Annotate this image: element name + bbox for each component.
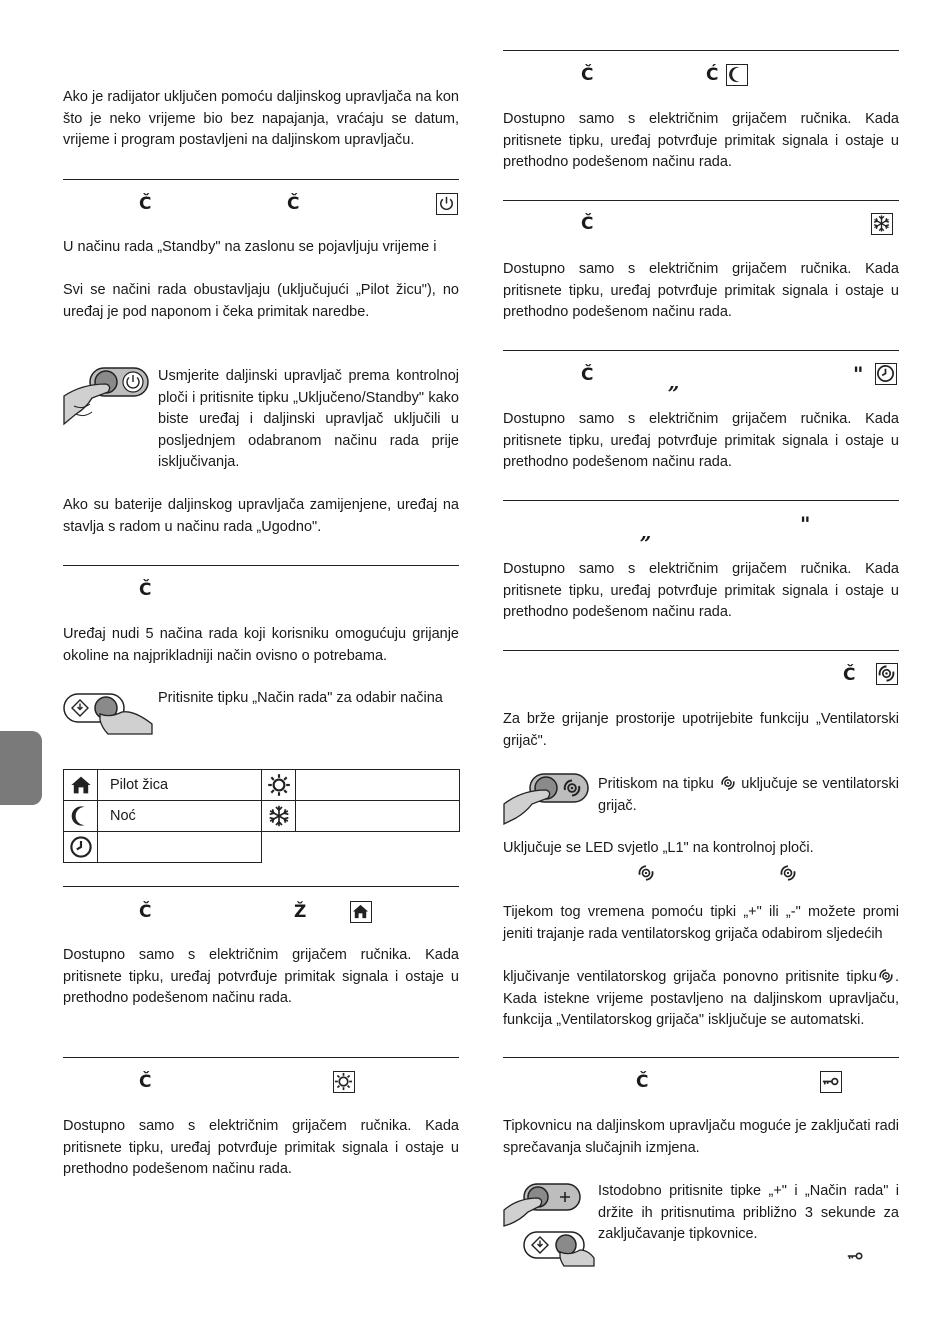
divider xyxy=(63,565,459,566)
power-icon xyxy=(436,193,458,215)
key-icon xyxy=(845,1247,865,1265)
mode-table-cell xyxy=(63,769,262,801)
mode-table-cell xyxy=(63,800,262,832)
divider xyxy=(63,1057,459,1058)
modes-heading-char: Č xyxy=(139,580,152,600)
sun-icon xyxy=(333,1071,355,1093)
hands-pressing-plus-and-mode-illustration xyxy=(502,1180,596,1268)
divider xyxy=(63,179,459,180)
hand-pressing-fan-button-illustration xyxy=(502,770,594,826)
fan-paragraph-2: Tijekom tog vremena pomoću tipki „+" ili „-" možete promi jeniti trajanje rada ventilatorskog grijača odabirom sljedećih xyxy=(503,904,899,942)
pilot-paragraph: Dostupno samo s električnim grijačem ručnika. Kada pritisnete tipku, uređaj potvrđuje primitak signala i ostaje u prethodno podešenom načinu rada. xyxy=(63,947,459,1006)
divider xyxy=(503,650,899,651)
comfort-paragraph: Dostupno samo s električnim grijačem ručnika. Kada pritisnete tipku, uređaj potvrđuje primitak signala i ostaje u prethodno podešenom načinu rada. xyxy=(63,1118,459,1177)
fan-icon xyxy=(877,968,895,984)
fan-paragraph-3: ključivanje ventilatorskog grijača ponovno pritisnite tipku . Kada istekne vrijeme postavljeno na daljinskom upravljaču, funkcija „Ventilatorskog grijača" isključuje se automatski. xyxy=(503,969,899,1028)
mode-label: Pilot žica xyxy=(110,777,169,793)
night-heading-char-b: Ć xyxy=(706,65,719,85)
standby-heading-char-b: Č xyxy=(287,194,300,214)
modes-paragraph: Uređaj nudi 5 načina rada koji korisniku omogućuju grijanje okoline na najprikladniji način ovisno o potrebama. xyxy=(63,626,459,664)
fan-icon xyxy=(719,775,737,791)
mode-table-cell xyxy=(261,800,460,832)
house-icon xyxy=(64,770,98,800)
mode-table-cell xyxy=(261,769,460,801)
fan-instruction-part-b: uključuje se ventilatorski grijač. xyxy=(598,776,899,814)
moon-icon xyxy=(726,64,748,86)
divider xyxy=(503,1057,899,1058)
fan-instruction xyxy=(598,774,899,817)
fan-icon xyxy=(876,663,898,685)
section4-paragraph: Dostupno samo s električnim grijačem ručnika. Kada pritisnete tipku, uređaj potvrđuje primitak signala i ostaje u prethodno podešenom načinu rada. xyxy=(503,561,899,620)
lock-instruction: Istodobno pritisnite tipke „+" i „Način rada" i držite ih pritisnutima približno 3 sekunde za zaključavanje tipkovnice. xyxy=(598,1183,899,1242)
hand-pressing-power-button-illustration xyxy=(62,362,154,432)
divider xyxy=(503,500,899,501)
section4-quote-open: „ xyxy=(640,520,652,544)
clock-icon xyxy=(64,832,98,862)
snowflake-icon xyxy=(262,801,296,831)
snowflake-icon xyxy=(871,213,893,235)
standby-paragraph-1: U načinu rada „Standby" na zaslonu se pojavljuju vrijeme i xyxy=(63,239,437,255)
standby-instruction: Usmjerite daljinski upravljač prema kontrolnoj ploči i pritisnite tipku „Uključeno/Standby" kako biste uređaj i daljinski upravljač uključili u posljednjem odabranom načinu rada prije isključivanja. xyxy=(158,368,459,470)
lock-heading-char: Č xyxy=(636,1072,649,1092)
key-icon xyxy=(820,1071,842,1093)
lock-paragraph: Tipkovnicu na daljinskom upravljaču moguće je zaključati radi sprečavanja slučajnih izmjena. xyxy=(503,1118,899,1156)
standby-heading-char-a: Č xyxy=(139,194,152,214)
chapter-tab xyxy=(0,731,42,805)
fan-icon xyxy=(779,864,797,882)
fan-paragraph-3-part-a: ključivanje ventilatorskog grijača ponovno pritisnite tipku xyxy=(503,969,877,985)
fan-heading-char: Č xyxy=(843,665,856,685)
fan-instruction-part-a: Pritiskom na tipku xyxy=(598,776,714,792)
intro-paragraph: Ako je radijator uključen pomoću daljinskog upravljača na kon što je neko vrijeme bio bez napajanja, vraćaju se datum, vrijeme i program postavljeni na daljinskom upravljaču. xyxy=(63,89,459,148)
standby-paragraph-2: Svi se načini rada obustavljaju (uključujući „Pilot žicu"), no uređaj je pod naponom i čeka primitak naredbe. xyxy=(63,282,459,320)
battery-note: Ako su baterije daljinskog upravljača zamijenjene, uređaj na stavlja s radom u načinu rada „Ugodno". xyxy=(63,497,459,535)
program-paragraph: Dostupno samo s električnim grijačem ručnika. Kada pritisnete tipku, uređaj potvrđuje primitak signala i ostaje u prethodno podešenom načinu rada. xyxy=(503,411,899,470)
fan-paragraph-1: Za brže grijanje prostorije upotrijebite funkciju „Ventilatorski grijač". xyxy=(503,711,899,749)
program-quote-open: „ xyxy=(668,370,680,394)
mode-table-cell xyxy=(63,831,262,863)
hand-pressing-mode-button-illustration xyxy=(62,688,154,736)
moon-icon xyxy=(64,801,98,831)
night-heading-char-a: Č xyxy=(581,65,594,85)
clock-icon xyxy=(875,363,897,385)
comfort-heading-char: Č xyxy=(139,1072,152,1092)
program-quote-close: " xyxy=(853,362,864,386)
divider xyxy=(503,50,899,51)
pilot-heading-char-a: Č xyxy=(139,902,152,922)
modes-instruction: Pritisnite tipku „Način rada" za odabir načina xyxy=(158,690,443,706)
program-heading-char: Č xyxy=(581,365,594,385)
house-icon xyxy=(350,901,372,923)
fan-led-note: Uključuje se LED svjetlo „L1" na kontrolnoj ploči. xyxy=(503,840,814,856)
section4-quote-close: " xyxy=(800,512,811,536)
pilot-heading-char-b: Ž xyxy=(294,902,307,922)
sun-icon xyxy=(262,770,296,800)
night-paragraph: Dostupno samo s električnim grijačem ručnika. Kada pritisnete tipku, uređaj potvrđuje primitak signala i ostaje u prethodno podešenom načinu rada. xyxy=(503,111,899,170)
frost-heading-char: Č xyxy=(581,214,594,234)
fan-icon xyxy=(637,864,655,882)
divider xyxy=(503,350,899,351)
frost-paragraph: Dostupno samo s električnim grijačem ručnika. Kada pritisnete tipku, uređaj potvrđuje primitak signala i ostaje u prethodno podešenom načinu rada. xyxy=(503,261,899,320)
fan-paragraph-3-part-b: Kada istekne vrijeme postavljeno na daljinskom upravljaču, funkcija „Ventilatorskog grijača" isključuje se automatski. xyxy=(503,990,899,1028)
mode-label: Noć xyxy=(110,808,136,824)
divider xyxy=(63,886,459,887)
divider xyxy=(503,200,899,201)
